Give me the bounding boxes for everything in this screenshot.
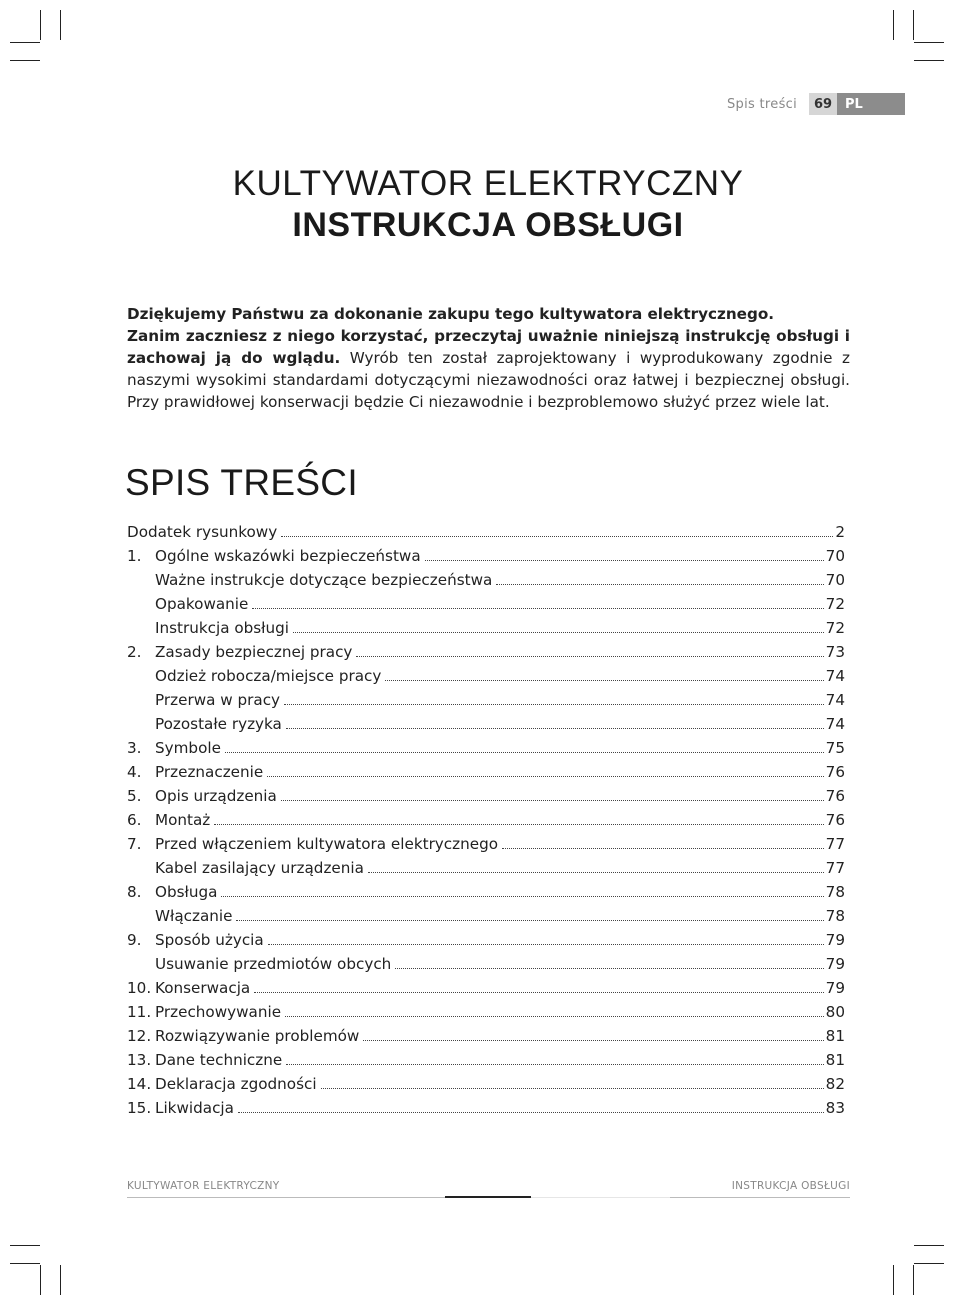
toc-entry-page: 76 xyxy=(825,787,845,805)
toc-entry-page: 79 xyxy=(825,931,845,949)
toc-entry-page: 79 xyxy=(825,979,845,997)
toc-entry-label: Ogólne wskazówki bezpieczeństwa xyxy=(155,547,421,565)
toc-entry xyxy=(127,952,845,976)
header-section-title: Spis treści xyxy=(727,96,798,112)
footer-divider-accent xyxy=(445,1196,531,1198)
toc-entry-leader xyxy=(281,536,833,537)
toc-entry-number: 4. xyxy=(127,763,142,781)
toc-entry-page: 74 xyxy=(825,715,845,733)
toc-entry-leader xyxy=(221,896,823,897)
toc-entry xyxy=(127,1048,845,1072)
toc-entry-number: 13. xyxy=(127,1051,152,1069)
toc-entry-page: 77 xyxy=(825,835,845,853)
toc-entry-number: 10. xyxy=(127,979,152,997)
toc-entry-number: 14. xyxy=(127,1075,152,1093)
toc-entry-leader xyxy=(395,968,823,969)
toc-entry-page: 76 xyxy=(825,811,845,829)
toc-entry-leader xyxy=(281,800,824,801)
toc-entry-page: 74 xyxy=(825,691,845,709)
toc-entry-label: Ważne instrukcje dotyczące bezpieczeństwa xyxy=(155,571,493,589)
toc-entry-label: Pozostałe ryzyka xyxy=(155,715,282,733)
toc-entry-label: Montaż xyxy=(155,811,211,829)
toc-entry-number: 2. xyxy=(127,643,142,661)
crop-mark xyxy=(914,60,944,61)
intro-paragraph xyxy=(127,303,850,413)
toc-entry-page: 83 xyxy=(825,1099,845,1117)
intro-thanks: Dziękujemy Państwu za dokonanie zakupu tego kultywatora elektrycznego. xyxy=(127,305,775,323)
toc-entry-page: 80 xyxy=(825,1003,845,1021)
toc-entry-label: Odzież robocza/miejsce pracy xyxy=(155,667,382,685)
toc-entry xyxy=(127,832,845,856)
crop-mark xyxy=(893,1265,894,1295)
toc-entry-leader xyxy=(356,656,823,657)
toc-entry xyxy=(127,760,845,784)
toc-entry-label: Obsługa xyxy=(155,883,218,901)
toc-entry xyxy=(127,1096,845,1120)
toc-entry-leader xyxy=(214,824,823,825)
toc-entry-leader xyxy=(252,608,823,609)
toc-entry-page: 79 xyxy=(825,955,845,973)
toc-entry-number: 8. xyxy=(127,883,142,901)
crop-mark xyxy=(60,1265,61,1295)
intro-instructions: Zanim zaczniesz z niego korzystać, przeczytaj uważnie niniejszą instrukcję obsługi i zachowaj ją do wglądu. Wyrób ten został zaprojektowany i wyprodukowany zgodnie z naszymi wysokimi standardami dotyczącymi niezawodności oraz łatwej i bezpiecznej obsługi. Przy prawidłowej konserwacji będzie Ci niezawodnie i bezproblemowo służyć przez wiele lat. xyxy=(127,327,850,411)
toc-entry-label: Opis urządzenia xyxy=(155,787,277,805)
toc-entry-number: 12. xyxy=(127,1027,152,1045)
toc-entry-label: Włączanie xyxy=(155,907,233,925)
footer-right: INSTRUKCJA OBSŁUGI xyxy=(731,1180,850,1192)
toc-heading: SPIS TREŚCI xyxy=(125,462,358,503)
toc-entry-label: Dane techniczne xyxy=(155,1051,283,1069)
toc-entry xyxy=(127,736,845,760)
document-subtitle: INSTRUKCJA OBSŁUGI xyxy=(292,206,684,244)
toc-entry xyxy=(127,568,845,592)
crop-mark xyxy=(893,10,894,40)
toc-entry-leader xyxy=(267,776,823,777)
toc-entry-page: 78 xyxy=(825,883,845,901)
crop-mark xyxy=(10,42,40,43)
toc-entry-page: 2 xyxy=(835,523,845,541)
toc-entry xyxy=(127,856,845,880)
toc-entry xyxy=(127,616,845,640)
toc-entry-label: Instrukcja obsługi xyxy=(155,619,289,637)
toc-entry-page: 72 xyxy=(825,619,845,637)
toc-entry xyxy=(127,688,845,712)
footer-left: KULTYWATOR ELEKTRYCZNY xyxy=(127,1180,280,1192)
toc-entry-page: 70 xyxy=(825,547,845,565)
toc-entry xyxy=(127,976,845,1000)
toc-entry-number: 9. xyxy=(127,931,142,949)
toc-entry-label: Symbole xyxy=(155,739,221,757)
toc-entry-page: 70 xyxy=(825,571,845,589)
crop-mark xyxy=(10,1263,40,1264)
toc-entry-leader xyxy=(496,584,823,585)
toc-entry xyxy=(127,544,845,568)
toc-entry xyxy=(127,904,845,928)
toc-entry-label: Dodatek rysunkowy xyxy=(127,523,278,541)
crop-mark xyxy=(914,42,944,43)
toc-entry-leader xyxy=(286,1064,823,1065)
toc-entry-label: Kabel zasilający urządzenia xyxy=(155,859,364,877)
toc-entry-page: 72 xyxy=(825,595,845,613)
crop-mark xyxy=(10,1245,40,1246)
toc-entry xyxy=(127,880,845,904)
toc-entry-number: 6. xyxy=(127,811,142,829)
crop-mark xyxy=(60,10,61,40)
toc-entry-leader xyxy=(293,632,824,633)
toc-entry-label: Sposób użycia xyxy=(155,931,264,949)
toc-entry xyxy=(127,928,845,952)
crop-mark xyxy=(40,10,41,40)
crop-mark xyxy=(10,60,40,61)
toc-entry-page: 74 xyxy=(825,667,845,685)
toc-entry-number: 5. xyxy=(127,787,142,805)
crop-mark xyxy=(914,1245,944,1246)
page-header xyxy=(727,93,905,115)
crop-mark xyxy=(914,1263,944,1264)
toc-entry-leader xyxy=(284,704,824,705)
toc-entry-page: 81 xyxy=(825,1051,845,1069)
toc-entry xyxy=(127,592,845,616)
toc-entry-page: 78 xyxy=(825,907,845,925)
toc-entry-label: Przed włączeniem kultywatora elektrycznego xyxy=(155,835,499,853)
toc-entry xyxy=(127,712,845,736)
toc-entry-label: Opakowanie xyxy=(155,595,249,613)
toc-entry-page: 75 xyxy=(825,739,845,757)
toc-entry-leader xyxy=(425,560,824,561)
toc-entry-number: 1. xyxy=(127,547,142,565)
toc-entry-number: 3. xyxy=(127,739,142,757)
toc-entry-page: 77 xyxy=(825,859,845,877)
toc-entry-page: 76 xyxy=(825,763,845,781)
toc-entry-leader xyxy=(502,848,824,849)
toc-entry-leader xyxy=(268,944,824,945)
toc-entry-label: Likwidacja xyxy=(155,1099,234,1117)
toc-entry xyxy=(127,664,845,688)
toc-entry-label: Usuwanie przedmiotów obcych xyxy=(155,955,392,973)
toc-entry xyxy=(127,808,845,832)
toc-entry-leader xyxy=(368,872,824,873)
toc-entry-number: 15. xyxy=(127,1099,152,1117)
toc-entry-label: Przechowywanie xyxy=(155,1003,282,1021)
toc-entry-leader xyxy=(236,920,823,921)
toc-entry-number: 11. xyxy=(127,1003,152,1021)
crop-mark xyxy=(913,10,914,40)
toc-entry-leader xyxy=(254,992,823,993)
toc-entry-leader xyxy=(321,1088,824,1089)
toc-entry-leader xyxy=(225,752,824,753)
toc-entry xyxy=(127,784,845,808)
toc-entry-page: 81 xyxy=(825,1027,845,1045)
table-of-contents xyxy=(127,520,845,1120)
document-title: KULTYWATOR ELEKTRYCZNY xyxy=(232,164,744,203)
header-language-badge: PL xyxy=(837,93,905,115)
toc-entry-label: Przerwa w pracy xyxy=(155,691,281,709)
toc-entry-label: Rozwiązywanie problemów xyxy=(155,1027,360,1045)
crop-mark xyxy=(913,1265,914,1295)
toc-entry-leader xyxy=(238,1112,824,1113)
crop-mark xyxy=(40,1265,41,1295)
toc-entry xyxy=(127,1072,845,1096)
toc-entry xyxy=(127,520,845,544)
footer-divider-accent-light xyxy=(531,1197,670,1198)
toc-entry-label: Konserwacja xyxy=(155,979,251,997)
toc-entry-leader xyxy=(363,1040,823,1041)
toc-entry xyxy=(127,1024,845,1048)
toc-entry-page: 73 xyxy=(825,643,845,661)
toc-entry xyxy=(127,1000,845,1024)
toc-entry-leader xyxy=(385,680,823,681)
toc-entry xyxy=(127,640,845,664)
header-page-number: 69 xyxy=(809,93,837,115)
toc-entry-number: 7. xyxy=(127,835,142,853)
toc-entry-label: Przeznaczenie xyxy=(155,763,264,781)
toc-entry-page: 82 xyxy=(825,1075,845,1093)
toc-entry-leader xyxy=(286,728,824,729)
toc-entry-label: Deklaracja zgodności xyxy=(155,1075,317,1093)
toc-entry-label: Zasady bezpiecznej pracy xyxy=(155,643,353,661)
toc-entry-leader xyxy=(285,1016,824,1017)
